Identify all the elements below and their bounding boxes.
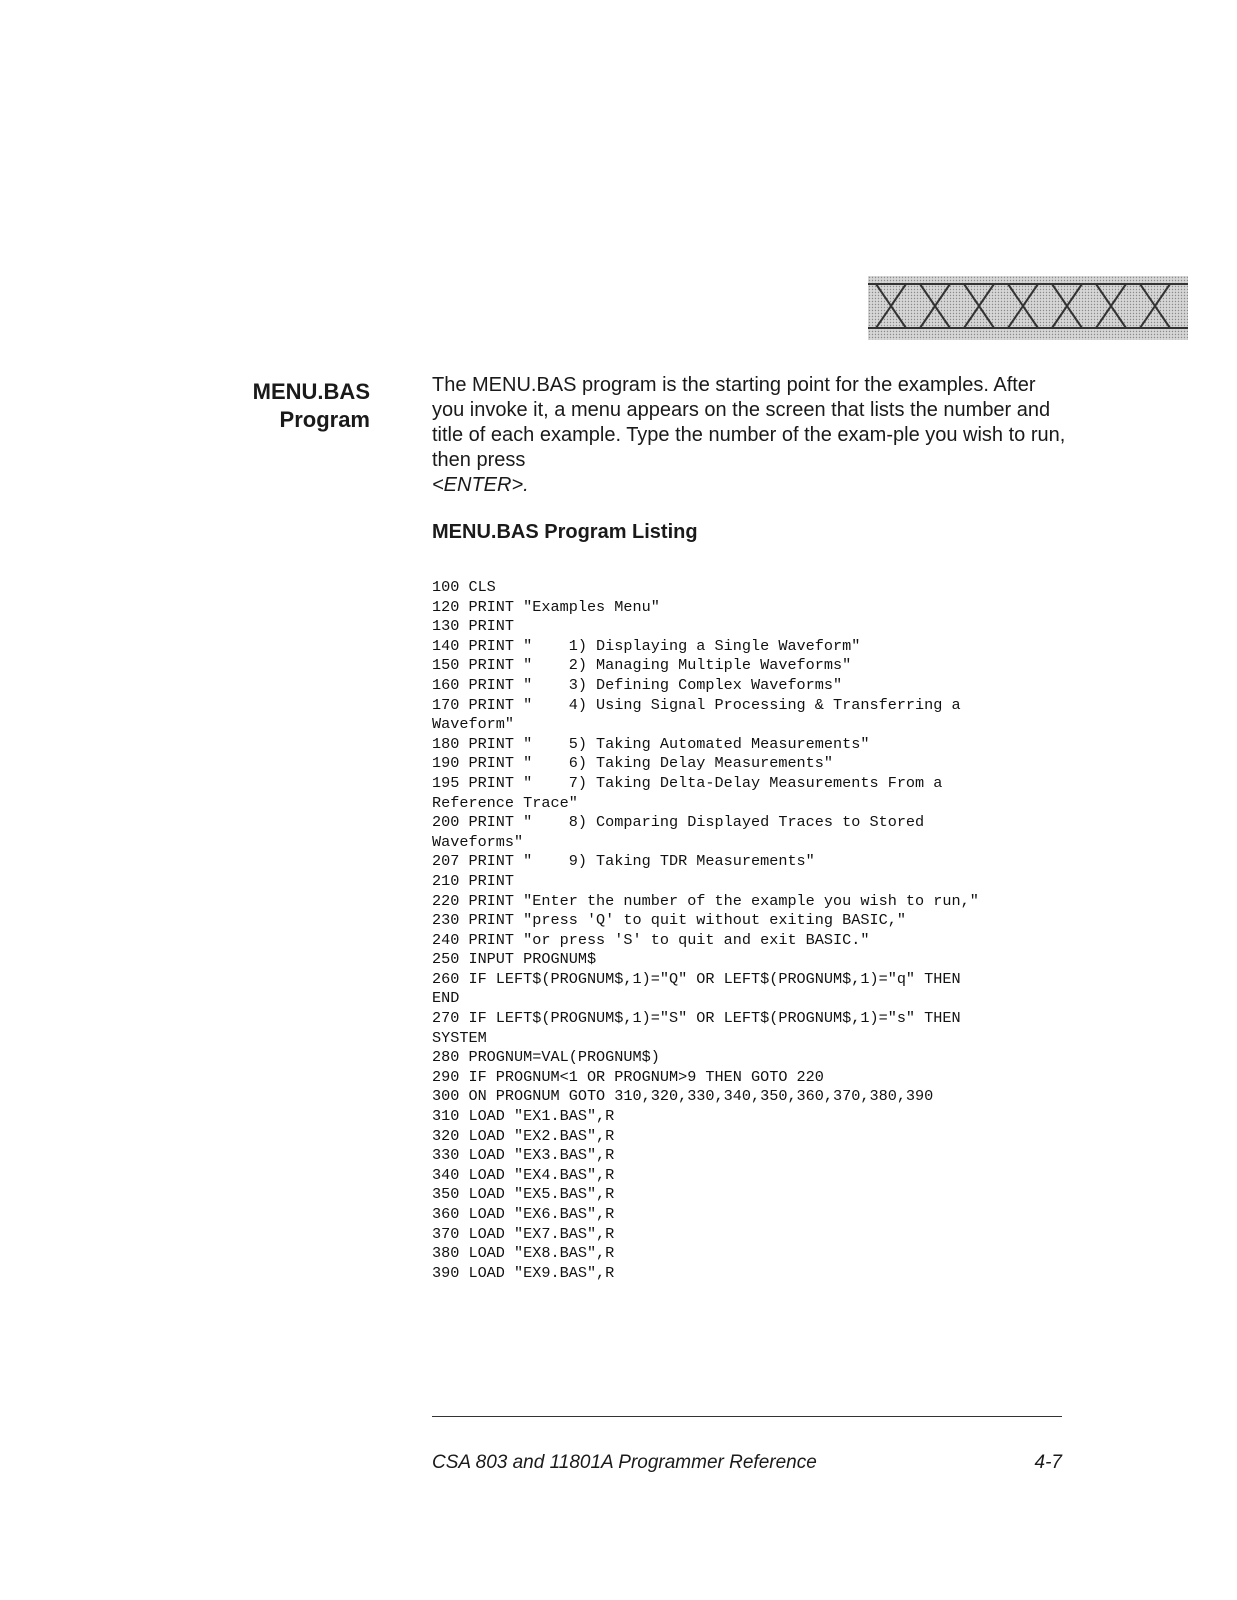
code-line: 370 LOAD "EX7.BAS",R <box>432 1224 615 1243</box>
side-heading-line2: Program <box>279 407 370 432</box>
side-heading-line1: MENU.BAS <box>252 379 370 404</box>
code-line: SYSTEM <box>432 1028 487 1047</box>
code-line: 330 LOAD "EX3.BAS",R <box>432 1146 615 1165</box>
code-line: 170 PRINT " 4) Using Signal Processing & Transferring a <box>432 695 961 714</box>
program-listing <box>432 578 1072 1283</box>
code-line: 160 PRINT " 3) Defining Complex Waveforms" <box>432 675 843 694</box>
code-line: 380 LOAD "EX8.BAS",R <box>432 1244 615 1263</box>
code-line: 120 PRINT "Examples Menu" <box>432 597 660 616</box>
code-line: 190 PRINT " 6) Taking Delay Measurements" <box>432 754 834 773</box>
code-line: Waveform" <box>432 715 515 734</box>
code-line: 140 PRINT " 1) Displaying a Single Waveform" <box>432 636 861 655</box>
code-line: 350 LOAD "EX5.BAS",R <box>432 1185 615 1204</box>
code-line: Reference Trace" <box>432 793 578 812</box>
code-line: 340 LOAD "EX4.BAS",R <box>432 1165 615 1184</box>
code-line: 210 PRINT <box>432 871 515 890</box>
code-line: 207 PRINT " 9) Taking TDR Measurements" <box>432 852 815 871</box>
code-line: 100 CLS <box>432 578 496 596</box>
enter-key-reference: <ENTER>. <box>432 474 529 496</box>
code-line: 270 IF LEFT$(PROGNUM$,1)="S" OR LEFT$(PROGNUM$,1)="s" THEN <box>432 1009 961 1028</box>
section-tab-banner-icon <box>868 276 1188 340</box>
code-line: 390 LOAD "EX9.BAS",R <box>432 1263 615 1282</box>
code-line: 280 PROGNUM=VAL(PROGNUM$) <box>432 1048 660 1067</box>
code-line: 220 PRINT "Enter the number of the example you wish to run," <box>432 891 979 910</box>
code-line: 150 PRINT " 2) Managing Multiple Waveforms" <box>432 656 852 675</box>
footer-title: CSA 803 and 11801A Programmer Reference <box>432 1452 817 1473</box>
code-line: 240 PRINT "or press 'S' to quit and exit BASIC." <box>432 930 870 949</box>
code-line: 195 PRINT " 7) Taking Delta-Delay Measurements From a <box>432 773 943 792</box>
code-line: 250 INPUT PROGNUM$ <box>432 950 597 969</box>
page-number: 4-7 <box>1034 1452 1062 1473</box>
code-line: 320 LOAD "EX2.BAS",R <box>432 1126 615 1145</box>
code-line: 360 LOAD "EX6.BAS",R <box>432 1205 615 1223</box>
intro-paragraph <box>432 373 1072 498</box>
code-line: 310 LOAD "EX1.BAS",R <box>432 1107 615 1126</box>
code-line: 180 PRINT " 5) Taking Automated Measurements" <box>432 734 870 753</box>
code-line: END <box>432 989 460 1008</box>
code-line: Waveforms" <box>432 832 524 851</box>
intro-text: The MENU.BAS program is the starting point for the examples. After you invoke it, a menu appears on the screen that lists the number and title of each example. Type the number of the exam-ple you wish to run, then press <box>432 374 1066 471</box>
code-line: 300 ON PROGNUM GOTO 310,320,330,340,350,360,370,380,390 <box>432 1087 934 1106</box>
code-line: 290 IF PROGNUM<1 OR PROGNUM>9 THEN GOTO 220 <box>432 1067 824 1086</box>
code-line: 130 PRINT <box>432 617 515 636</box>
footer-divider <box>432 1416 1062 1417</box>
code-line: 200 PRINT " 8) Comparing Displayed Traces to Stored <box>432 813 925 832</box>
section-side-heading <box>200 378 370 434</box>
listing-title: MENU.BAS Program Listing <box>432 521 698 543</box>
code-line: 230 PRINT "press 'Q' to quit without exiting BASIC," <box>432 911 906 930</box>
code-line: 260 IF LEFT$(PROGNUM$,1)="Q" OR LEFT$(PROGNUM$,1)="q" THEN <box>432 969 961 988</box>
